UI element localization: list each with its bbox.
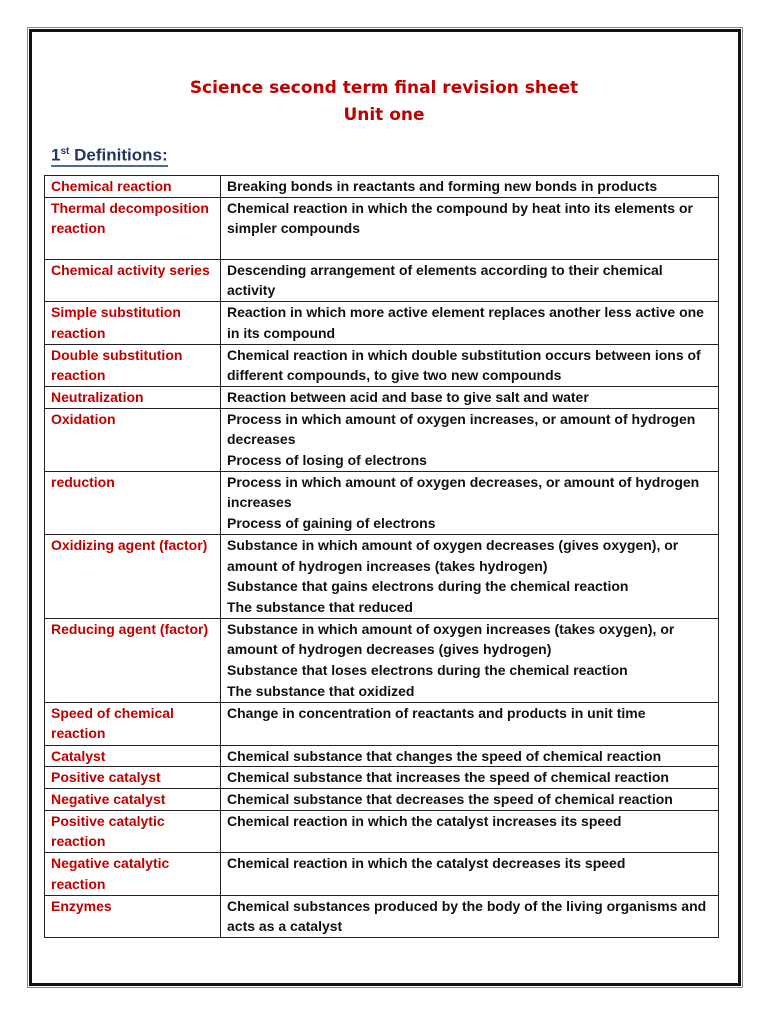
term-cell: Catalyst: [45, 745, 221, 767]
definition-line: Substance in which amount of oxygen increases (takes oxygen), or amount of hydrogen decreases (gives hydrogen): [227, 620, 675, 658]
definition-line: Chemical reaction in which the catalyst decreases its speed: [227, 855, 626, 872]
definitions-table: [44, 175, 719, 938]
table-row: [45, 176, 719, 198]
table-row: [45, 302, 719, 344]
table-row: [45, 408, 719, 471]
term-cell: Negative catalyst: [45, 789, 221, 811]
term-cell: Reducing agent (factor): [45, 618, 221, 702]
term-cell: Negative catalytic reaction: [45, 853, 221, 895]
term-cell: Double substitution reaction: [45, 344, 221, 386]
definition-line: Chemical reaction in which double substitution occurs between ions of different compounds, to give two new compounds: [227, 346, 701, 384]
definition-cell: [221, 259, 719, 301]
definition-line: Descending arrangement of elements according to their chemical activity: [227, 261, 663, 299]
definition-cell: [221, 895, 719, 937]
term-cell: Enzymes: [45, 895, 221, 937]
term-cell: Speed of chemical reaction: [45, 702, 221, 745]
table-row: [45, 197, 719, 259]
table-row: [45, 767, 719, 789]
definition-line: Chemical substances produced by the body of the living organisms and acts as a catalyst: [227, 897, 707, 935]
table-row: [45, 618, 719, 702]
definition-line: Process in which amount of oxygen decreases, or amount of hydrogen increases: [227, 473, 700, 511]
section-heading: [51, 142, 168, 167]
definition-line: Reaction between acid and base to give salt and water: [227, 388, 589, 405]
section-label: Definitions:: [74, 145, 168, 165]
definition-cell: [221, 534, 719, 618]
term-cell: Positive catalytic reaction: [45, 810, 221, 852]
definition-line: The substance that oxidized: [227, 682, 415, 699]
table-row: [45, 471, 719, 534]
definition-line: Chemical reaction in which the catalyst increases its speed: [227, 812, 622, 829]
definition-line: Substance that loses electrons during the chemical reaction: [227, 662, 628, 679]
definition-cell: [221, 789, 719, 811]
definition-line: Chemical substance that decreases the speed of chemical reaction: [227, 791, 673, 808]
table-row: [45, 702, 719, 745]
definition-line: Substance in which amount of oxygen decreases (gives oxygen), or amount of hydrogen increases (takes hydrogen): [227, 536, 679, 574]
definition-cell: [221, 745, 719, 767]
definition-line: Change in concentration of reactants and products in unit time: [227, 704, 646, 721]
term-cell: Chemical reaction: [45, 176, 221, 198]
term-cell: reduction: [45, 471, 221, 534]
term-cell: Thermal decomposition reaction: [45, 197, 221, 259]
table-row: [45, 895, 719, 937]
definition-cell: [221, 302, 719, 344]
definition-cell: [221, 702, 719, 745]
definition-cell: [221, 408, 719, 471]
definition-line: Substance that gains electrons during the chemical reaction: [227, 578, 629, 595]
table-row: [45, 534, 719, 618]
term-cell: Positive catalyst: [45, 767, 221, 789]
definition-line: Process of gaining of electrons: [227, 515, 436, 532]
term-cell: Chemical activity series: [45, 259, 221, 301]
term-cell: Simple substitution reaction: [45, 302, 221, 344]
table-row: [45, 386, 719, 408]
definition-line: Chemical substance that increases the speed of chemical reaction: [227, 769, 669, 786]
definition-line: Reaction in which more active element replaces another less active one in its compound: [227, 304, 704, 341]
table-row: [45, 810, 719, 852]
section-suffix: st: [60, 146, 70, 157]
definition-cell: [221, 618, 719, 702]
definition-cell: [221, 767, 719, 789]
definition-line: Process in which amount of oxygen increases, or amount of hydrogen decreases: [227, 410, 696, 448]
term-cell: Oxidation: [45, 408, 221, 471]
definition-cell: [221, 344, 719, 386]
definition-line: The substance that reduced: [227, 598, 413, 615]
term-cell: Oxidizing agent (factor): [45, 534, 221, 618]
table-row: [45, 344, 719, 386]
definition-line: Chemical reaction in which the compound by heat into its elements or simpler compounds: [227, 199, 693, 237]
definition-cell: [221, 176, 719, 198]
definition-line: Process of losing of electrons: [227, 452, 427, 469]
table-row: [45, 745, 719, 767]
definition-cell: [221, 386, 719, 408]
document-title: Science second term final revision sheet: [189, 78, 579, 98]
definition-cell: [221, 853, 719, 895]
table-row: [45, 259, 719, 301]
definition-line: Breaking bonds in reactants and forming new bonds in products: [227, 178, 658, 194]
definition-cell: [221, 810, 719, 852]
definition-line: Chemical substance that changes the speed of chemical reaction: [227, 747, 662, 764]
definition-cell: [221, 471, 719, 534]
table-row: [45, 789, 719, 811]
term-cell: Neutralization: [45, 386, 221, 408]
document-subtitle: Unit one: [343, 105, 425, 125]
definition-cell: [221, 197, 719, 259]
table-row: [45, 853, 719, 895]
section-number: 1: [51, 145, 61, 165]
